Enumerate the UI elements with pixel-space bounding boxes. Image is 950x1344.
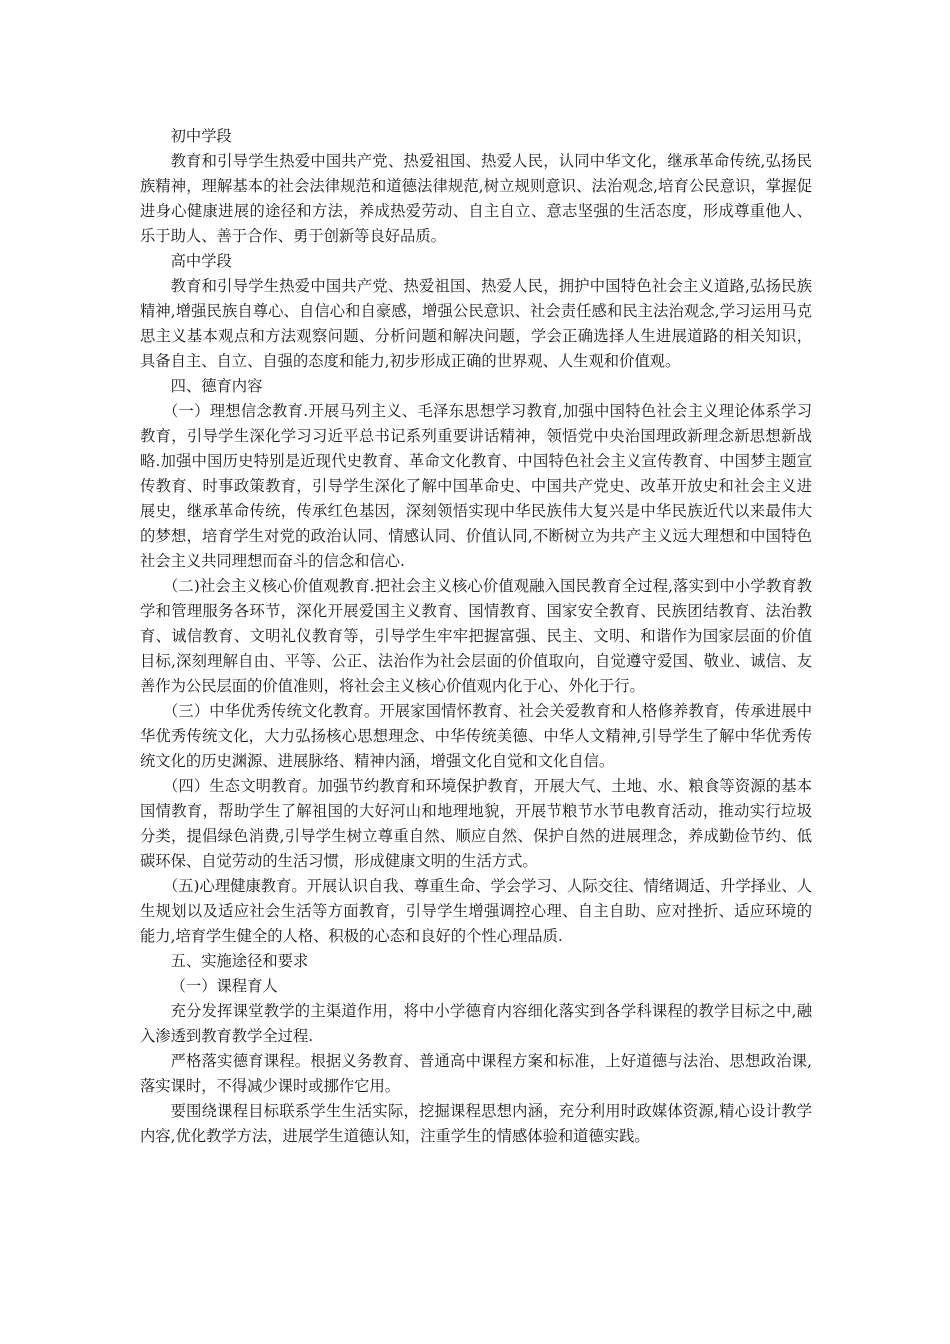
subsection-heading-curriculum: （一）课程育人 <box>170 977 278 995</box>
paragraph: （三）中华优秀传统文化教育。开展家国情怀教育、社会关爱教育和人格修养教育，传承进展中华优秀传统文化，大力弘扬核心思想理念、中华传统美德、中华人文精神,引导学生了解中华优秀传统文化的历史渊源、进展脉络、精神内涵，增强文化自觉和文化自信。 <box>140 702 812 770</box>
paragraph: 教育和引导学生热爱中国共产党、热爱祖国、热爱人民，拥护中国特色社会主义道路,弘扬民族精神,增强民族自尊心、自信心和自豪感，增强公民意识、社会责任感和民主法治观念,学习运用马克思主义基本观点和方法观察问题、分析问题和解决问题，学会正确选择人生进展道路的相关知识，具备自主、自立、自强的态度和能力,初步形成正确的世界观、人生观和价值观。 <box>140 277 812 370</box>
paragraph: 教育和引导学生热爱中国共产党、热爱祖国、热爱人民，认同中华文化，继承革命传统,弘扬民族精神，理解基本的社会法律规范和道德法律规范,树立规则意识、法治观念,培育公民意识，掌握促进身心健康进展的途径和方法，养成热爱劳动、自主自立、意志坚强的生活态度，形成尊重他人、乐于助人、善于合作、勇于创新等良好品质。 <box>140 152 812 245</box>
paragraph: （五)心理健康教育。开展认识自我、尊重生命、学会学习、人际交往、情绪调适、升学择业、人生规划以及适应社会生活等方面教育，引导学生增强调控心理、自主自助、应对挫折、适应环境的能力,培育学生健全的人格、积极的心态和良好的个性心理品质. <box>140 877 812 945</box>
section-heading-content: 四、德育内容 <box>170 377 263 395</box>
paragraph: 严格落实德育课程。根据义务教育、普通高中课程方案和标准，上好道德与法治、思想政治课,落实课时，不得减少课时或挪作它用。 <box>140 1052 812 1095</box>
document-body <box>140 124 812 1149</box>
section-heading-senior: 高中学段 <box>170 252 232 270</box>
paragraph: 充分发挥课堂教学的主渠道作用，将中小学德育内容细化落实到各学科课程的教学目标之中,融入渗透到教育教学全过程. <box>140 1002 812 1045</box>
paragraph: （二)社会主义核心价值观教育.把社会主义核心价值观融入国民教育全过程,落实到中小学教育教学和管理服务各环节，深化开展爱国主义教育、国情教育、国家安全教育、民族团结教育、法治教育、诚信教育、文明礼仪教育等，引导学生牢牢把握富强、民主、文明、和谐作为国家层面的价值目标,深刻理解自由、平等、公正、法治作为社会层面的价值取向，自觉遵守爱国、敬业、诚信、友善作为公民层面的价值准则，将社会主义核心价值观内化于心、外化于行。 <box>140 577 812 695</box>
paragraph: （一）理想信念教育.开展马列主义、毛泽东思想学习教育,加强中国特色社会主义理论体系学习教育，引导学生深化学习习近平总书记系列重要讲话精神，领悟党中央治国理政新理念新思想新战略.加强中国历史特别是近现代史教育、革命文化教育、中国特色社会主义宣传教育、中国梦主题宣传教育、时事政策教育，引导学生深化了解中国革命史、中国共产党史、改革开放史和社会主义进展史，继承革命传统，传承红色基因，深刻领悟实现中华民族伟大复兴是中华民族近代以来最伟大的梦想，培育学生对党的政治认同、情感认同、价值认同,不断树立为共产主义远大理想和中国特色社会主义共同理想而奋斗的信念和信心. <box>140 402 812 570</box>
paragraph: 要围绕课程目标联系学生生活实际，挖掘课程思想内涵，充分利用时政媒体资源,精心设计教学内容,优化教学方法，进展学生道德认知，注重学生的情感体验和道德实践。 <box>140 1102 812 1145</box>
section-heading-junior: 初中学段 <box>170 127 232 145</box>
section-heading-implementation: 五、实施途径和要求 <box>170 952 309 970</box>
paragraph: （四）生态文明教育。加强节约教育和环境保护教育，开展大气、土地、水、粮食等资源的基本国情教育，帮助学生了解祖国的大好河山和地理地貌，开展节粮节水节电教育活动，推动实行垃圾分类，提倡绿色消费,引导学生树立尊重自然、顺应自然、保护自然的进展理念，养成勤俭节约、低碳环保、自觉劳动的生活习惯，形成健康文明的生活方式。 <box>140 777 812 870</box>
